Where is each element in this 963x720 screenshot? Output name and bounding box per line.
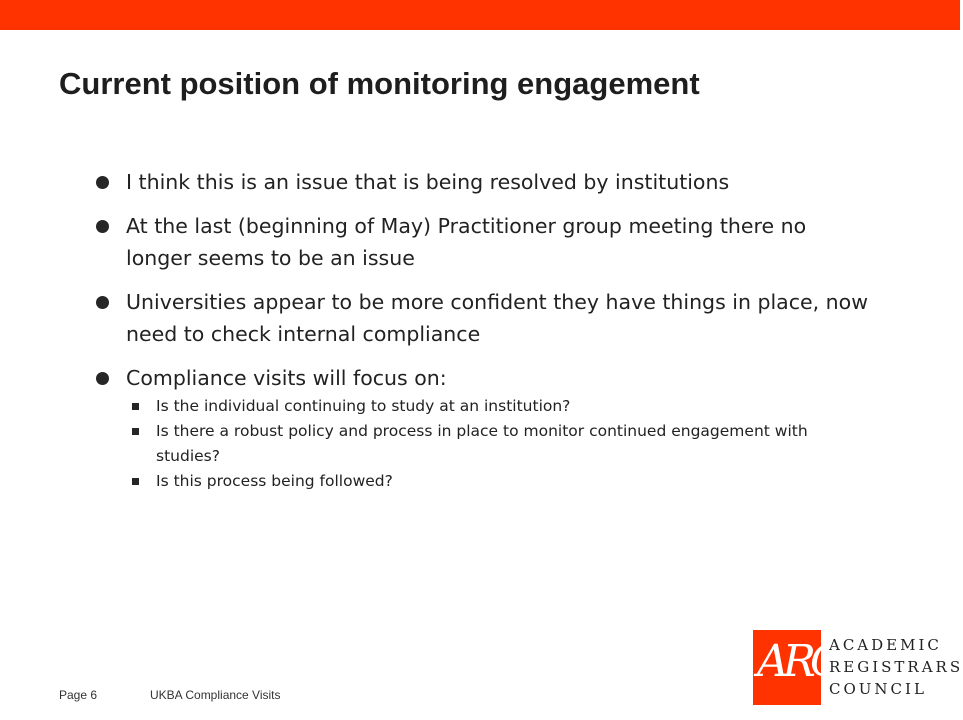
footer-page-number: Page 6 [59, 688, 98, 702]
logo-line-2: REGISTRARS [829, 658, 963, 676]
arc-logo [753, 630, 963, 705]
bullet-dot-icon [96, 220, 109, 233]
bullet-dot-icon [96, 372, 109, 385]
square-bullet-icon [132, 478, 139, 485]
top-accent-bar [0, 0, 960, 30]
bullet-item [96, 362, 876, 494]
footer-title: UKBA Compliance Visits [150, 688, 281, 702]
bullet-dot-icon [96, 296, 109, 309]
sub-bullet-item [126, 419, 876, 469]
arc-monogram-icon [753, 630, 838, 705]
bullet-item [96, 166, 876, 198]
logo-line-3: COUNCIL [829, 680, 927, 698]
arc-monogram-text: ARC [757, 636, 838, 687]
sub-bullet-list [126, 394, 876, 494]
sub-bullet-text: Is the individual continuing to study at an institution? [156, 397, 571, 415]
sub-bullet-text: Is this process being followed? [156, 472, 393, 490]
bullet-text: I think this is an issue that is being resolved by institutions [126, 170, 730, 194]
sub-bullet-item [126, 394, 876, 419]
bullet-list [96, 166, 876, 494]
square-bullet-icon [132, 403, 139, 410]
bullet-text: At the last (beginning of May) Practitioner group meeting there no longer seems to be an issue [126, 214, 807, 270]
bullet-text: Compliance visits will focus on: [126, 366, 447, 390]
sub-bullet-item [126, 469, 876, 494]
logo-wordmark [829, 634, 963, 700]
bullet-item [96, 210, 876, 274]
bullet-item [96, 286, 876, 350]
slide-title: Current position of monitoring engagement [59, 66, 700, 101]
bullet-text: Universities appear to be more confident they have things in place, now need to check internal compliance [126, 290, 868, 346]
bullet-dot-icon [96, 176, 109, 189]
sub-bullet-text: Is there a robust policy and process in place to monitor continued engagement with studies? [156, 422, 808, 465]
square-bullet-icon [132, 428, 139, 435]
logo-line-1: ACADEMIC [829, 636, 942, 654]
